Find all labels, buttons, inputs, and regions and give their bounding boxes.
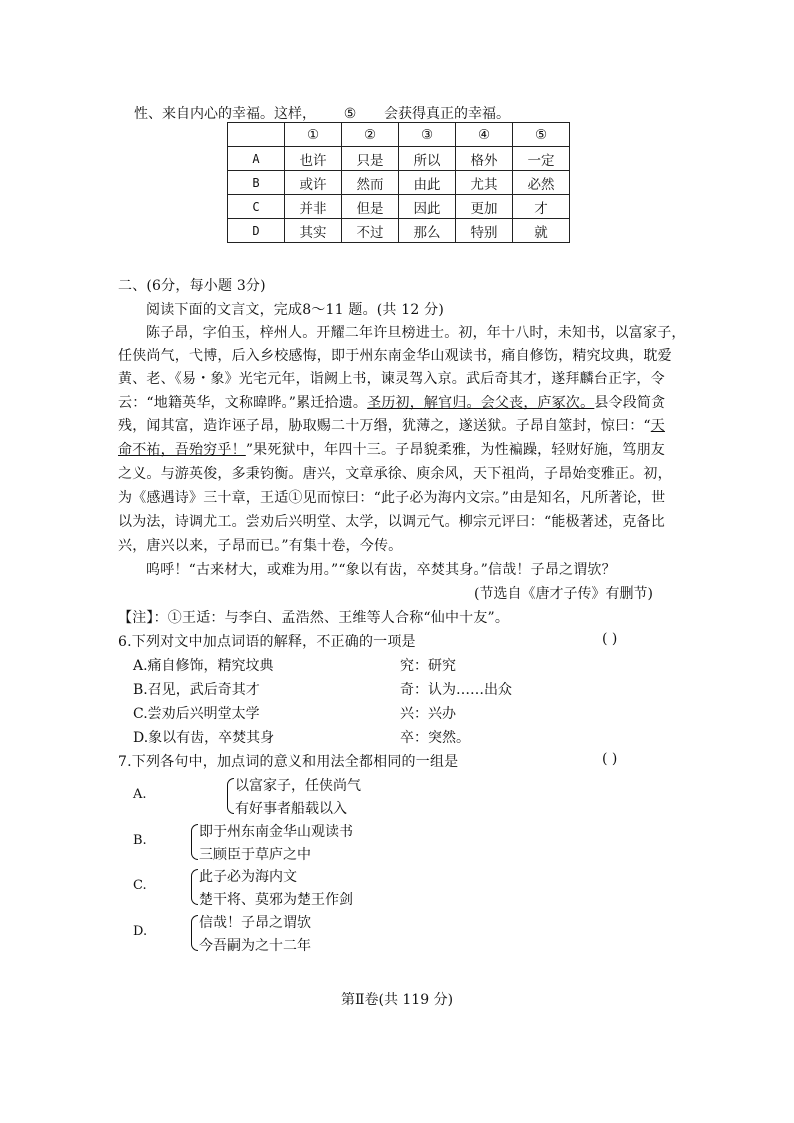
left-brace-icon <box>227 778 234 814</box>
q7-option-label: B. <box>133 833 147 848</box>
table-cell: 所以 <box>399 147 456 171</box>
q7-option-label: A. <box>133 787 147 802</box>
table-row <box>228 147 570 171</box>
table-cell: A <box>228 147 285 171</box>
table-cell: 不过 <box>342 219 399 243</box>
q6-option-right: 奇：认为……出众 <box>400 682 512 698</box>
underlined-sentence: 圣历初，解官归。会父丧，庐冢次。 <box>367 395 595 411</box>
left-brace-icon <box>191 824 198 860</box>
table-cell: 并非 <box>285 195 342 219</box>
q6-answer-paren: ( ) <box>602 631 618 647</box>
section-intro: 阅读下面的文言文，完成8～11 题。(共 12 分) <box>146 302 445 318</box>
table-row <box>228 171 570 195</box>
q6-option-left: B.召见，武后奇其才 <box>133 682 260 698</box>
table-cell: 但是 <box>342 195 399 219</box>
q6-option-left: D.象以有齿，卒焚其身 <box>133 730 275 746</box>
underlined-sentence: 命不祐，吾殆穷乎！ <box>118 442 246 458</box>
section-heading: 二、(6分，每小题 3分) <box>118 278 266 294</box>
table-cell: ① <box>285 123 342 147</box>
q7-option-label: C. <box>133 878 147 893</box>
table-cell: C <box>228 195 285 219</box>
q7-option-line: 以富家子，任侠尚气 <box>235 778 361 794</box>
section-footer: 第Ⅱ卷(共 119 分) <box>340 992 454 1008</box>
table-cell: 由此 <box>399 171 456 195</box>
q6-option-right: 卒：突然。 <box>400 730 470 746</box>
q7-option-line: 信哉！子昂之谓欤 <box>199 915 311 931</box>
table-cell: B <box>228 171 285 195</box>
sentence-start: 性、来自内心的幸福。这样， <box>134 106 316 122</box>
passage-line <box>118 439 665 459</box>
passage-line: 任侠尚气，弋博，后入乡校感悔，即于州东南金华山观读书，痛自修饬，精究坟典，耽爱 <box>118 348 672 364</box>
passage-line: 以为法，诗调尤工。尝劝后兴明堂、太学，以调元气。柳宗元评曰：“能极著述，克备比 <box>118 514 665 530</box>
table-cell: ④ <box>456 123 513 147</box>
table-cell: 然而 <box>342 171 399 195</box>
table-cell: 其实 <box>285 219 342 243</box>
passage-text: ”果死狱中，年四十三。子昂貌柔雅，为性褊躁，轻财好施，笃朋友 <box>245 442 665 458</box>
q7-option-line: 即于州东南金华山观读书 <box>199 824 353 840</box>
table-cell: 因此 <box>399 195 456 219</box>
table-cell: ⑤ <box>513 123 570 147</box>
left-brace-icon <box>191 869 198 905</box>
passage-text: 县令段简贪 <box>594 395 666 411</box>
q7-stem: 7.下列各句中，加点词的意义和用法全都相同的一组是 <box>118 754 459 770</box>
table-cell: 也许 <box>285 147 342 171</box>
answer-blank: ⑤ <box>316 106 384 123</box>
passage-line <box>118 415 665 435</box>
q7-option-label: D. <box>133 924 148 939</box>
q7-option-line: 三顾臣于草庐之中 <box>199 847 311 863</box>
table-cell: 一定 <box>513 147 570 171</box>
table-cell: 或许 <box>285 171 342 195</box>
table-cell: D <box>228 219 285 243</box>
q7-option-line: 楚干将、莫邪为楚王作剑 <box>199 892 353 908</box>
q7-option-line: 今吾嗣为之十二年 <box>199 938 311 954</box>
passage-line: 之义。与游英俊，多秉钧衡。唐兴，文章承徐、庾余风，天下祖尚，子昂始变雅正。初， <box>118 466 672 482</box>
passage-line: 陈子昂，字伯玉，梓州人。开耀二年许旦榜进士。初，年十八时，未知书，以富家子， <box>146 325 686 341</box>
footnote: 【注】：①王适：与李白、孟浩然、王维等人合称“仙中十友”。 <box>118 610 510 626</box>
underlined-sentence: 天 <box>650 418 665 434</box>
q7-option-line: 此子必为海内文 <box>199 869 297 885</box>
table-row <box>228 195 570 219</box>
table-cell: 特别 <box>456 219 513 243</box>
sentence-end: 会获得真正的幸福。 <box>384 106 510 122</box>
table-cell: 就 <box>513 219 570 243</box>
q6-option-left: C.尝劝后兴明堂太学 <box>133 706 260 722</box>
table-cell: 才 <box>513 195 570 219</box>
left-brace-icon <box>191 915 198 951</box>
table-header-row <box>228 123 570 147</box>
passage-source: (节选自《唐才子传》有删节) <box>474 586 653 602</box>
options-table <box>227 122 570 243</box>
q6-option-right: 究：研究 <box>400 658 456 674</box>
passage-line: 黄、老、《易・象》光宅元年，诣阙上书，谏灵驾入京。武后奇其才，遂拜麟台正字，令 <box>118 371 665 387</box>
table-cell: 只是 <box>342 147 399 171</box>
table-cell <box>228 123 285 147</box>
passage-text: 云：“地籍英华，文称暐晔。”累迁拾遗。 <box>118 395 368 411</box>
passage-text: 残，闻其富，造诈诬子昂，胁取赐二十万缗，犹薄之，遂送狱。子昂自筮封，惊曰：“ <box>118 418 651 434</box>
q6-stem: 6.下列对文中加点词语的解释，不正确的一项是 <box>118 634 416 650</box>
table-cell: 格外 <box>456 147 513 171</box>
table-cell: ③ <box>399 123 456 147</box>
q6-option-right: 兴：兴办 <box>400 706 456 722</box>
table-cell: 尤其 <box>456 171 513 195</box>
q7-option-line: 有好事者船载以入 <box>235 801 347 817</box>
continued-sentence <box>134 103 510 123</box>
table-cell: 更加 <box>456 195 513 219</box>
table-cell: ② <box>342 123 399 147</box>
passage-line <box>118 392 665 412</box>
q7-answer-paren: ( ) <box>602 751 618 767</box>
table-cell: 必然 <box>513 171 570 195</box>
passage-line: 为《感遇诗》三十章，王适①见而惊曰：“此子必为海内文宗。”由是知名，凡所著论，世 <box>118 490 666 506</box>
passage-line: 呜呼！“古来材大，或难为用。”“象以有齿，卒焚其身。”信哉！子昂之谓欤？ <box>146 562 616 578</box>
passage-line: 兴，唐兴以来，子昂而已。”有集十卷，今传。 <box>118 538 403 554</box>
q6-option-left: A.痛自修饰，精究坟典 <box>133 658 274 674</box>
table-row <box>228 219 570 243</box>
table-cell: 那么 <box>399 219 456 243</box>
